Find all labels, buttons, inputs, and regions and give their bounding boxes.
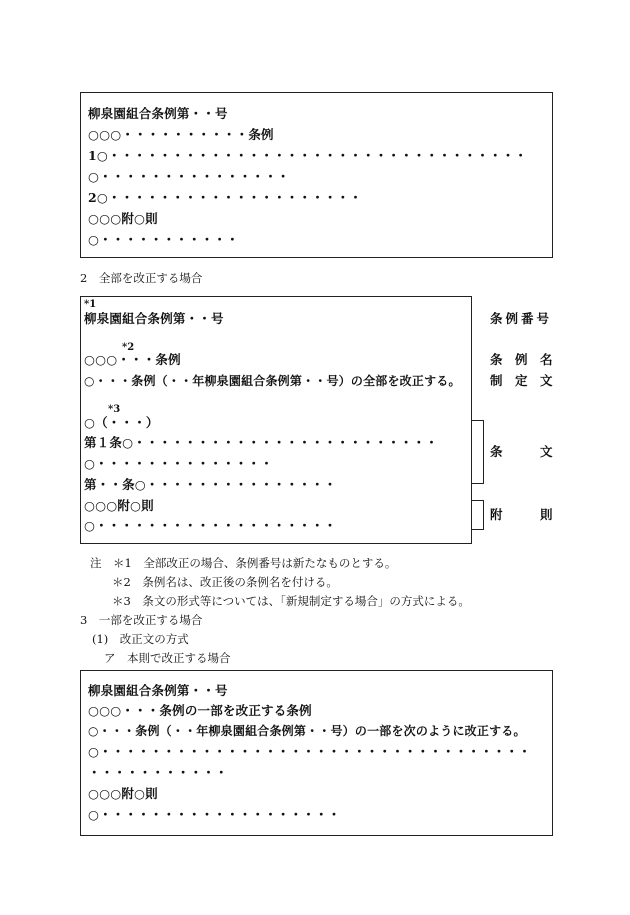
box3-line-7: ○・・・・・・・・・・・・・・・・・・・ <box>88 807 341 822</box>
box2-line-6: ○・・・・・・・・・・・・・・ <box>84 456 273 471</box>
box3-line-4: ○・・・・・・・・・・・・・・・・・・・・・・・・・・・・・・・・・・ <box>88 744 531 759</box>
box1-line-1: 柳泉園組合条例第・・号 <box>88 106 228 121</box>
box3-line-2: ○○○・・・条例の一部を改正する条例 <box>88 703 312 718</box>
box3-line-3: ○・・・条例（・・年柳泉園組合条例第・・号）の一部を次のように改正する。 <box>88 724 526 738</box>
box1-line-6: ○○○附○則 <box>88 211 158 226</box>
box1-line-4: ○・・・・・・・・・・・・・・・ <box>88 169 290 184</box>
box2-line-9: ○・・・・・・・・・・・・・・・・・・・ <box>84 518 337 533</box>
footnote-mark-2: *2 <box>122 342 135 353</box>
box3-line-6: ○○○附○則 <box>88 786 158 801</box>
side-label-articles: 条 文 <box>490 444 553 459</box>
box3-line-1: 柳泉園組合条例第・・号 <box>88 683 228 698</box>
box3-line-5: ・・・・・・・・・・・ <box>88 765 228 780</box>
box1-line-2: ○○○・・・・・・・・・・条例 <box>88 127 274 142</box>
footnote-mark-1: *1 <box>84 299 97 310</box>
note-2: ＊2 条例名は、改正後の条例名を付ける。 <box>112 575 338 589</box>
section-3-sub-1: (1) 改正文の方式 <box>92 632 189 646</box>
side-label-enactment: 制 定 文 <box>490 373 553 388</box>
note-3: ＊3 条文の形式等については、「新規制定する場合」の方式による。 <box>112 594 470 608</box>
box2-line-8: ○○○附○則 <box>84 498 154 513</box>
bracket-supplementary <box>472 500 484 530</box>
box1-line-7: ○・・・・・・・・・・・ <box>88 232 239 247</box>
box2-line-2: ○○○・・・条例 <box>84 352 181 367</box>
box1-line-3: 1○・・・・・・・・・・・・・・・・・・・・・・・・・・・・・・・・・ <box>88 148 528 163</box>
footnote-mark-3: *3 <box>108 404 121 415</box>
note-1: 注 ＊1 全部改正の場合、条例番号は新たなものとする。 <box>90 556 397 570</box>
box2-line-4: ○（・・・） <box>84 415 159 430</box>
side-label-ordinance-number: 条例番号 <box>490 311 553 326</box>
side-label-ordinance-name: 条 例 名 <box>490 352 553 367</box>
section-3-sub-2: ア 本則で改正する場合 <box>104 651 231 665</box>
box2-line-5: 第１条○・・・・・・・・・・・・・・・・・・・・・・・・ <box>84 435 439 450</box>
box2-line-7: 第・・条○・・・・・・・・・・・・・・・ <box>84 477 337 492</box>
box1-line-5: 2○・・・・・・・・・・・・・・・・・・・・ <box>88 190 363 205</box>
bracket-articles <box>472 420 484 484</box>
section-3-heading: 3 一部を改正する場合 <box>80 613 203 627</box>
box2-line-1: 柳泉園組合条例第・・号 <box>84 311 224 326</box>
section-2-heading: 2 全部を改正する場合 <box>80 271 203 285</box>
box2-line-3: ○・・・条例（・・年柳泉園組合条例第・・号）の全部を改正する。 <box>84 374 461 388</box>
side-label-supplementary: 附 則 <box>490 507 553 522</box>
